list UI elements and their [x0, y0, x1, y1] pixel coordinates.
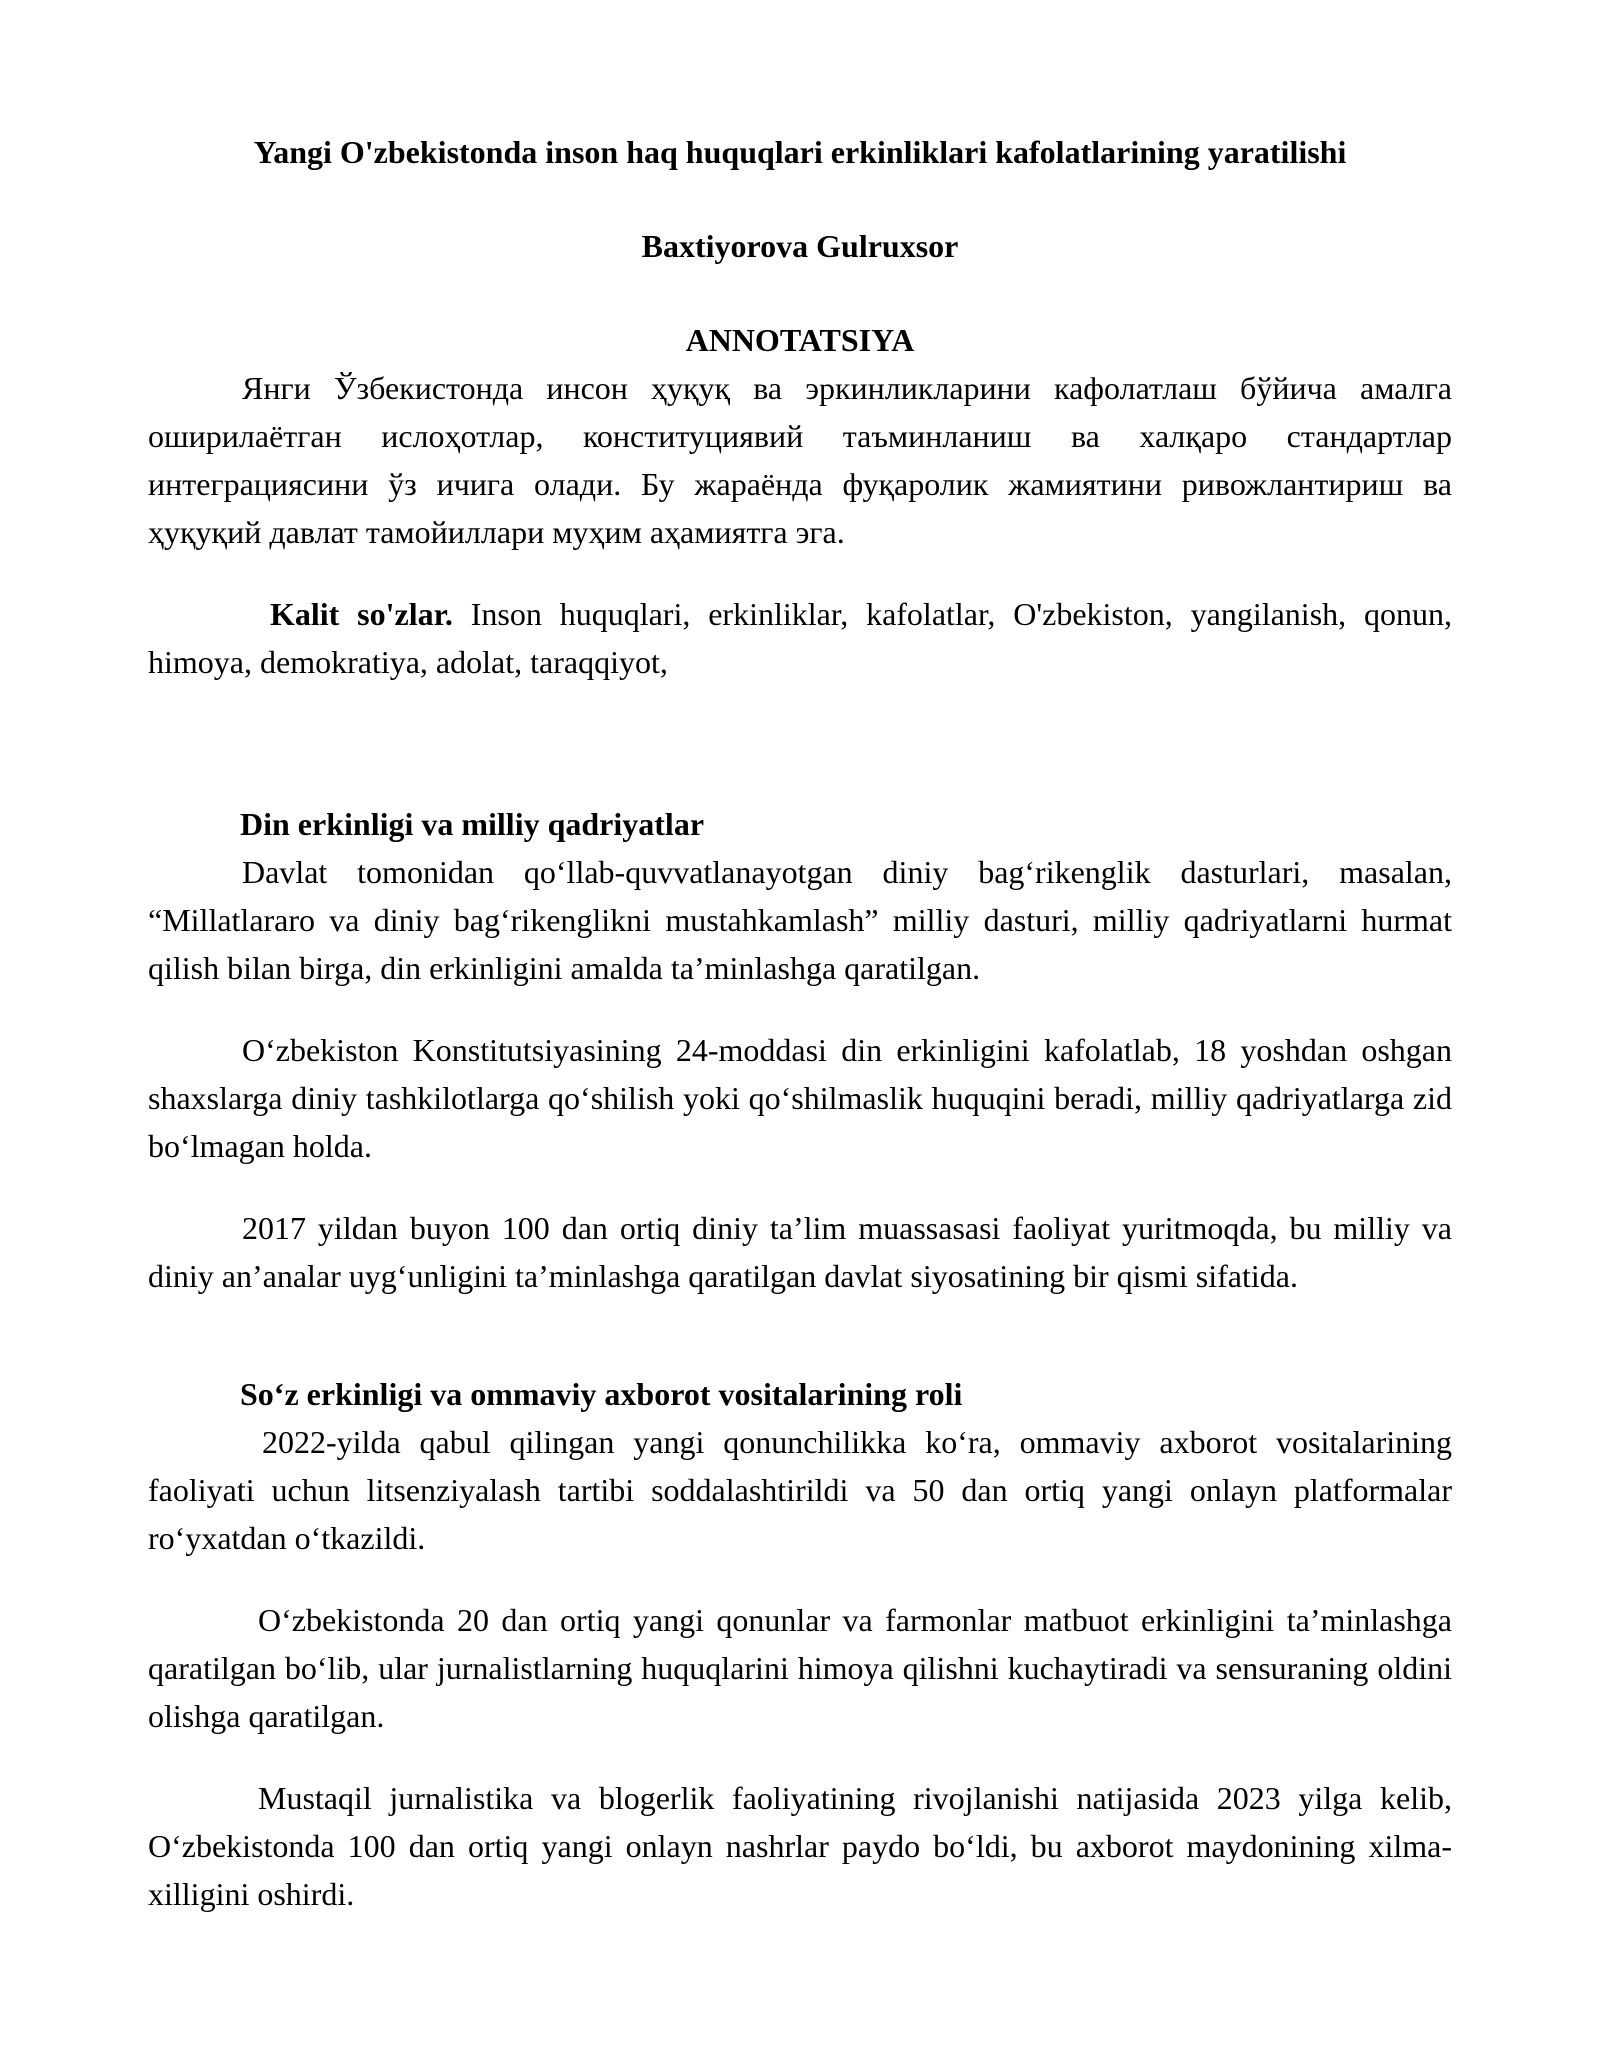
keywords-label: Kalit so'zlar. [270, 596, 453, 632]
section-heading: So‘z erkinligi va ommaviy axborot vositalarining roli [240, 1376, 963, 1412]
section-paragraph: Davlat tomonidan qo‘llab-quvvatlanayotgan diniy bag‘rikenglik dasturlari, masalan, “Millatlararo va diniy bag‘rikenglikni mustahkamlash” milliy dasturi, milliy qadriyatlarni hurmat qilish bilan birga, din erkinligini amalda ta’minlashga qaratilgan. [148, 854, 1452, 986]
section-paragraph: O‘zbekistonda 20 dan ortiq yangi qonunlar va farmonlar matbuot erkinligini ta’minlashga qaratilgan bo‘lib, ular jurnalistlarning huquqlarini himoya qilishni kuchaytiradi va sensuraning oldini olishga qaratilgan. [148, 1602, 1452, 1734]
page-content [148, 128, 1452, 1918]
abstract-text: Янги Ўзбекистонда инсон ҳуқуқ ва эркинликларини кафолатлаш бўйича амалга оширилаётган ислоҳотлар, конституциявий таъминланиш ва халқаро стандартлар интеграциясини ўз ичига олади. Бу жараёнда фуқаролик жамиятини ривожлантириш ва ҳуқуқий давлат тамойиллари муҳим аҳамиятга эга. [148, 370, 1452, 550]
section-paragraph: 2017 yildan buyon 100 dan ortiq diniy ta’lim muassasasi faoliyat yuritmoqda, bu milliy va diniy an’analar uyg‘unligini ta’minlashga qaratilgan davlat siyosatining bir qismi sifatida. [148, 1210, 1452, 1294]
section-paragraph: Mustaqil jurnalistika va blogerlik faoliyatining rivojlanishi natijasida 2023 yilga kelib, O‘zbekistonda 100 dan ortiq yangi onlayn nashrlar paydo bo‘ldi, bu axborot maydonining xilma-xilligini oshirdi. [148, 1780, 1452, 1912]
paper-title: Yangi O'zbekistonda inson haq huquqlari erkinliklari kafolatlarining yaratilishi [253, 134, 1347, 170]
author-name: Baxtiyorova Gulruxsor [641, 228, 959, 264]
section-paragraph: O‘zbekiston Konstitutsiyasining 24-moddasi din erkinligini kafolatlab, 18 yoshdan oshgan shaxslarga diniy tashkilotlarga qo‘shilish yoki qo‘shilmaslik huquqini beradi, milliy qadriyatlarga zid bo‘lmagan holda. [148, 1032, 1452, 1164]
section-heading: Din erkinligi va milliy qadriyatlar [240, 806, 705, 842]
keywords-text: Inson huquqlari, erkinliklar, kafolatlar, O'zbekiston, yangilanish, qonun, himoya, demokratiya, adolat, taraqqiyot, [148, 596, 1453, 680]
abstract-heading: ANNOTATSIYA [685, 322, 915, 358]
section-paragraph: 2022-yilda qabul qilingan yangi qonunchilikka ko‘ra, ommaviy axborot vositalarining faoliyati uchun litsenziyalash tartibi soddalashtirildi va 50 dan ortiq yangi onlayn platformalar ro‘yxatdan o‘tkazildi. [148, 1424, 1452, 1556]
keywords-paragraph [148, 590, 1452, 686]
